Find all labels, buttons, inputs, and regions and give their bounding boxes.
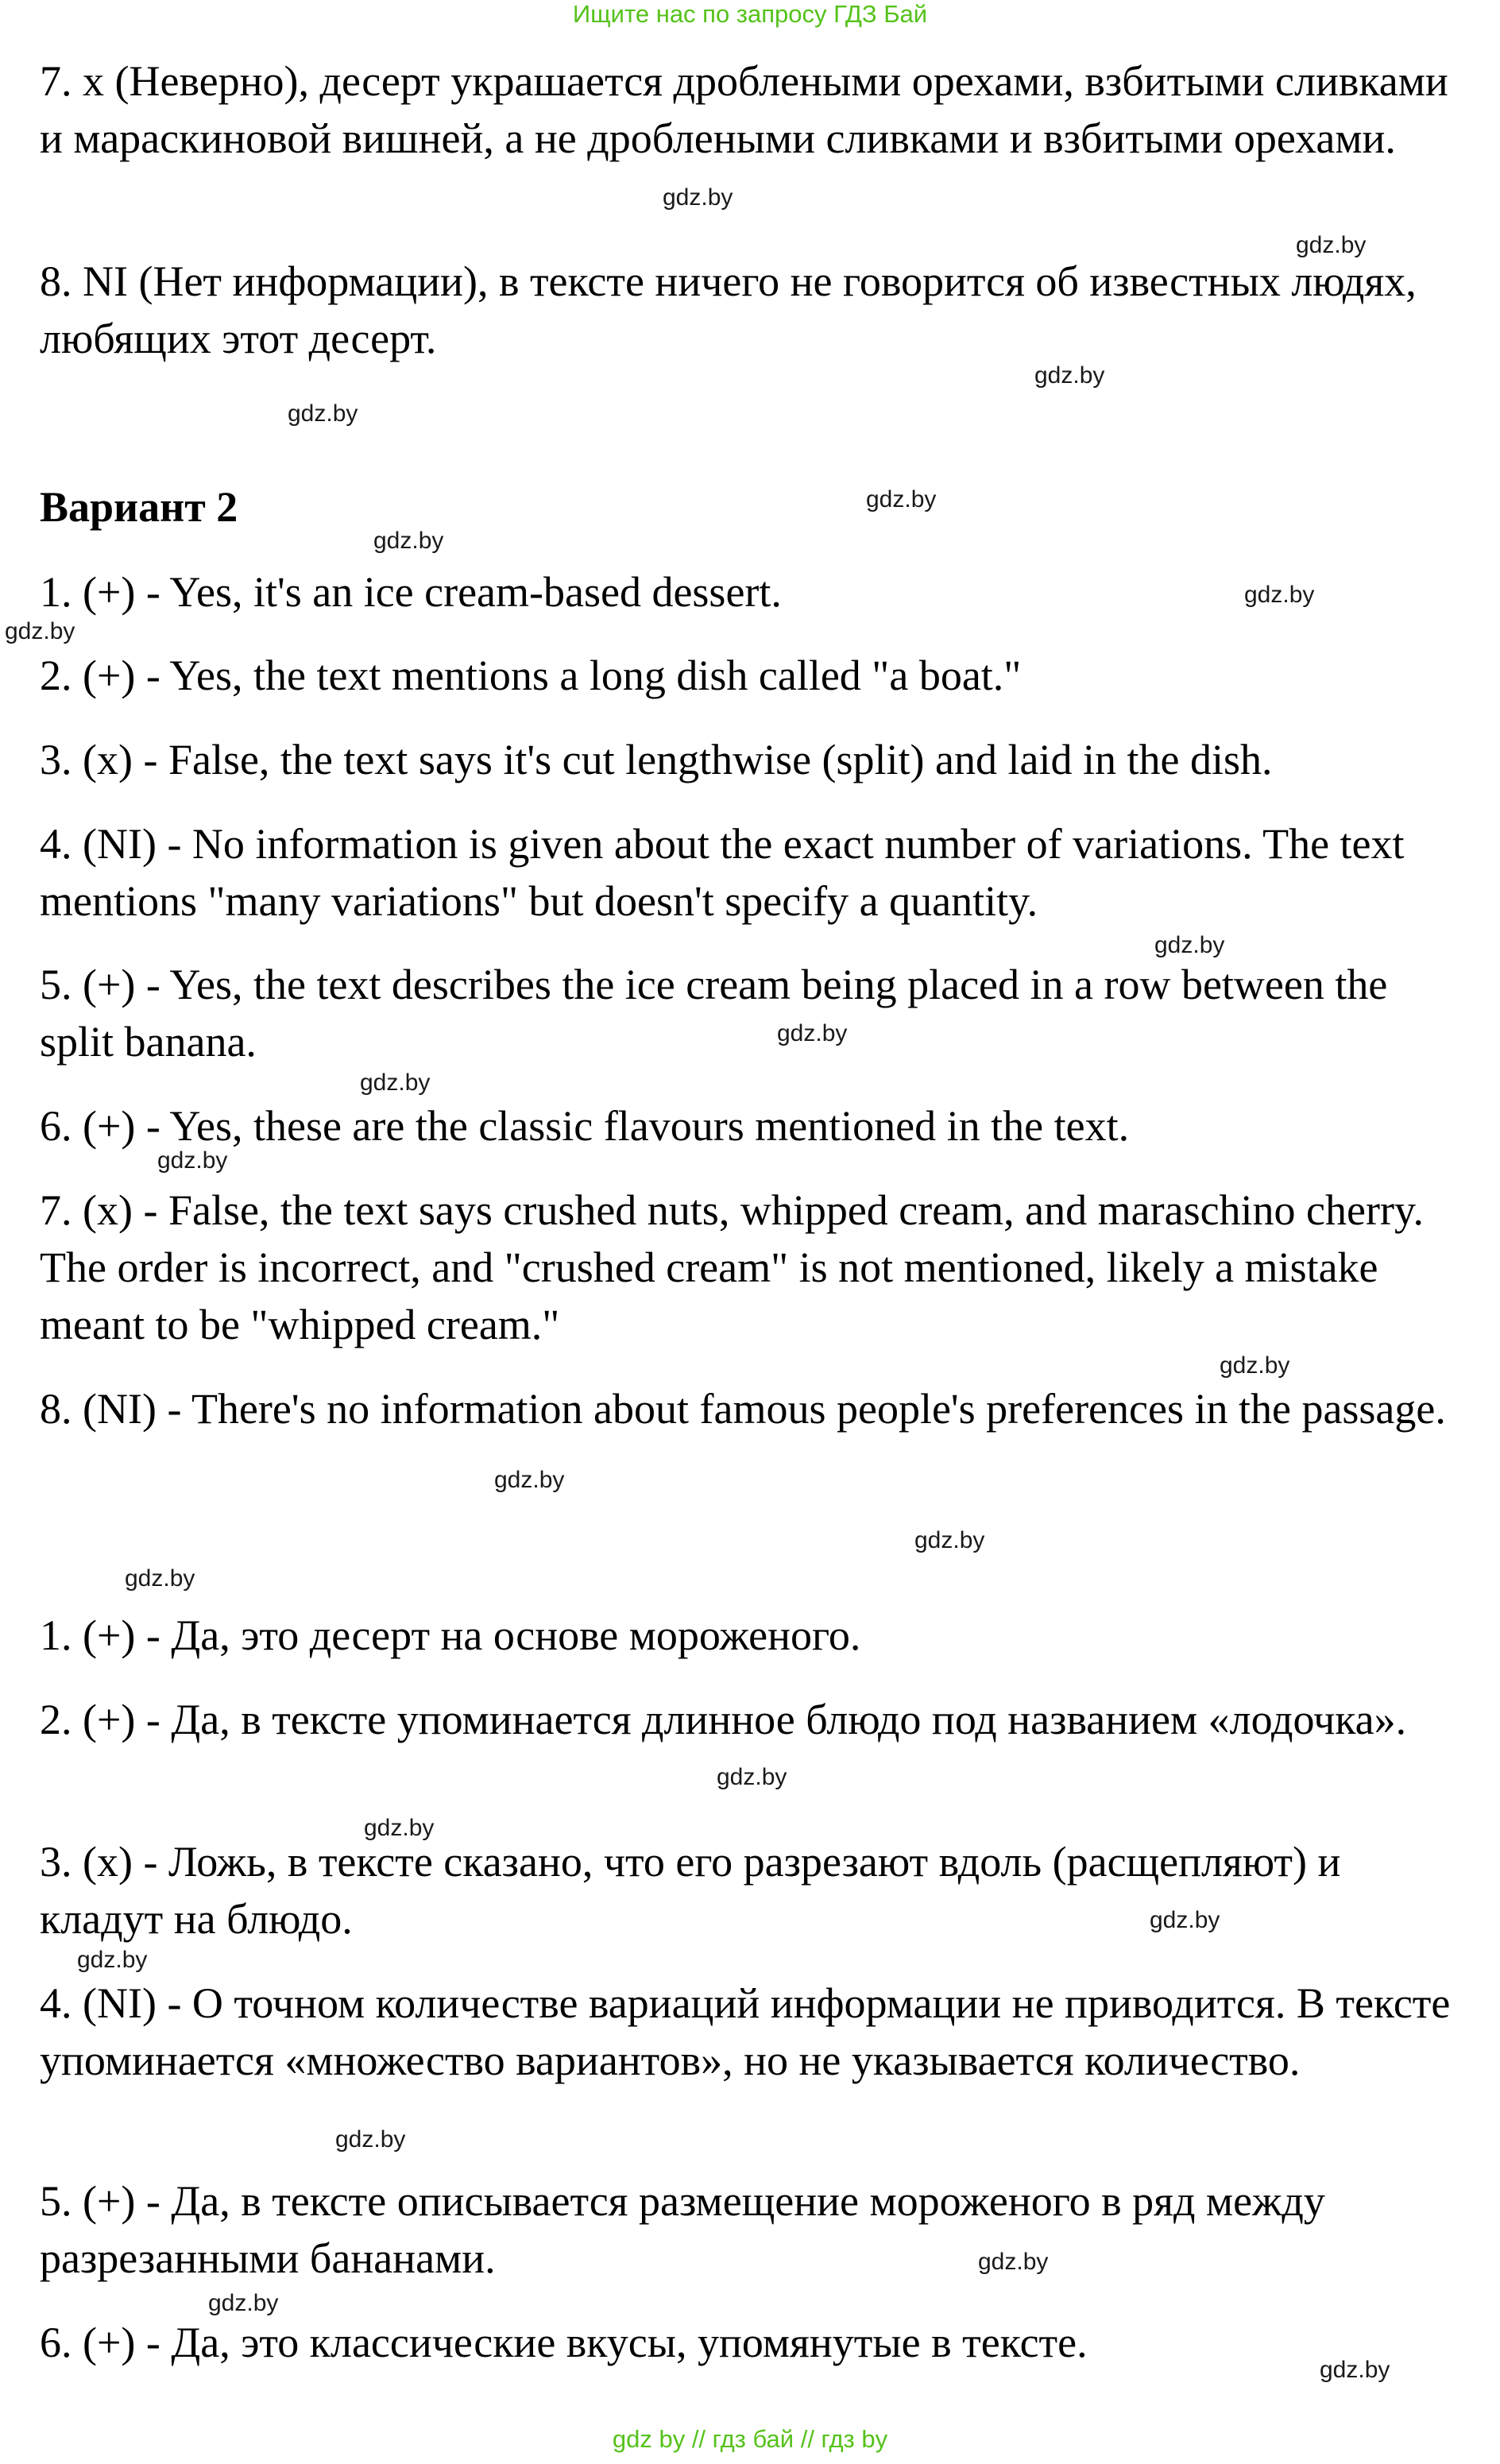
watermark: gdz.by: [717, 1764, 787, 1790]
watermark: gdz.by: [1296, 232, 1367, 258]
variant-2-heading: Вариант 2: [40, 483, 238, 531]
watermark: gdz.by: [77, 1947, 148, 1973]
ru-translation-5: 5. (+) - Да, в тексте описывается размещение мороженого в ряд между разрезанными бананами.: [40, 2177, 1325, 2282]
watermark: gdz.by: [5, 618, 75, 644]
en-answer-7: 7. (x) - False, the text says crushed nuts, whipped cream, and maraschino cherry. The order is incorrect, and "crushed cream" is not mentioned, likely a mistake meant to be "whipped cream.": [40, 1186, 1424, 1348]
ru-answer-8: 8. NI (Нет информации), в тексте ничего не говорится об известных людях, любящих этот десерт.: [40, 257, 1417, 362]
ru-translation-4: 4. (NI) - О точном количестве вариаций информации не приводится. В тексте упоминается «множество вариантов», но не указывается количество.: [40, 1979, 1451, 2084]
watermark: gdz.by: [1034, 362, 1105, 389]
watermark: gdz.by: [157, 1147, 228, 1174]
watermark: gdz.by: [1320, 2357, 1390, 2383]
ru-translation-1: 1. (+) - Да, это десерт на основе мороженого.: [40, 1611, 861, 1659]
watermark: gdz.by: [335, 2126, 406, 2153]
bottom-footer[interactable]: gdz by // гдз бай // гдз by: [612, 2425, 888, 2453]
watermark: gdz.by: [1150, 1907, 1220, 1933]
en-answer-1: 1. (+) - Yes, it's an ice cream-based dessert.: [40, 568, 782, 616]
en-answer-4: 4. (NI) - No information is given about the exact number of variations. The text mentions "many variations" but doesn't specify a quantity.: [40, 820, 1405, 925]
en-answer-5: 5. (+) - Yes, the text describes the ice cream being placed in a row between the split banana.: [40, 961, 1388, 1066]
en-answer-6: 6. (+) - Yes, these are the classic flavours mentioned in the text.: [40, 1102, 1130, 1150]
en-answer-3: 3. (x) - False, the text says it's cut lengthwise (split) and laid in the dish.: [40, 736, 1273, 783]
ru-translation-6: 6. (+) - Да, это классические вкусы, упомянутые в тексте.: [40, 2319, 1088, 2366]
watermark: gdz.by: [663, 184, 733, 211]
watermark: gdz.by: [777, 1020, 848, 1046]
watermark: gdz.by: [288, 400, 358, 427]
ru-translation-2: 2. (+) - Да, в тексте упоминается длинное блюдо под названием «лодочка».: [40, 1696, 1407, 1743]
en-answer-8: 8. (NI) - There's no information about famous people's preferences in the passage.: [40, 1385, 1446, 1433]
ru-translation-3: 3. (x) - Ложь, в тексте сказано, что его разрезают вдоль (расщепляют) и кладут на блюдо.: [40, 1838, 1341, 1943]
watermark: gdz.by: [914, 1527, 985, 1553]
watermark: gdz.by: [360, 1070, 431, 1096]
watermark: gdz.by: [125, 1565, 195, 1592]
watermark: gdz.by: [373, 528, 444, 554]
watermark: gdz.by: [978, 2249, 1049, 2275]
watermark: gdz.by: [208, 2290, 279, 2316]
en-answer-2: 2. (+) - Yes, the text mentions a long dish called "a boat.": [40, 652, 1022, 699]
watermark: gdz.by: [494, 1467, 565, 1493]
watermark: gdz.by: [866, 486, 937, 513]
watermark: gdz.by: [1220, 1352, 1290, 1379]
watermark: gdz.by: [1154, 932, 1225, 958]
watermark: gdz.by: [364, 1815, 435, 1841]
ru-answer-7: 7. x (Неверно), десерт украшается дроблеными орехами, взбитыми сливками и мараскиновой вишней, а не дроблеными сливками и взбитыми орехами.: [40, 57, 1448, 162]
watermark: gdz.by: [1244, 582, 1315, 608]
top-banner[interactable]: Ищите нас по запросу ГДЗ Бай: [572, 0, 928, 28]
